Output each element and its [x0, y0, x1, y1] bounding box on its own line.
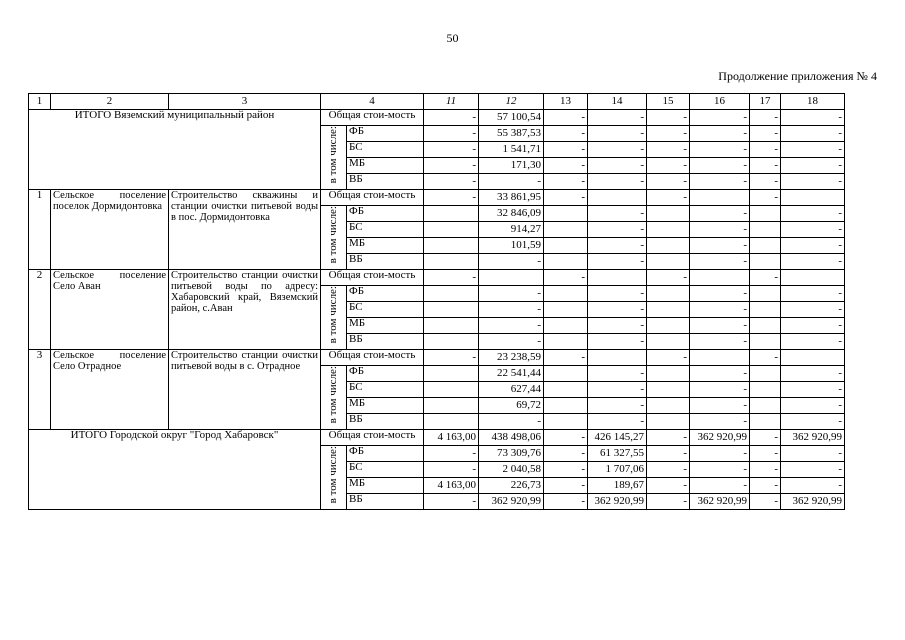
value-cell: - [544, 174, 588, 190]
value-cell [647, 286, 690, 302]
header-col-1: 1 [29, 94, 51, 110]
value-cell [750, 222, 781, 238]
total-cost-label: Общая стои-мость [321, 270, 424, 286]
value-cell [424, 222, 479, 238]
value-cell: - [647, 174, 690, 190]
value-cell [647, 318, 690, 334]
value-cell [544, 398, 588, 414]
value-cell: - [781, 382, 845, 398]
including-label: в том числе: [327, 366, 339, 424]
value-cell: - [588, 302, 647, 318]
value-cell: - [647, 158, 690, 174]
value-cell: - [544, 142, 588, 158]
value-cell [647, 398, 690, 414]
value-cell: - [588, 110, 647, 126]
value-cell [750, 302, 781, 318]
value-cell [647, 382, 690, 398]
value-cell: - [588, 366, 647, 382]
value-cell: 362 920,99 [690, 430, 750, 446]
value-cell [424, 206, 479, 222]
value-cell: - [690, 254, 750, 270]
value-cell: - [479, 174, 544, 190]
header-col-15: 15 [647, 94, 690, 110]
value-cell [647, 206, 690, 222]
value-cell: - [781, 478, 845, 494]
value-cell: - [690, 158, 750, 174]
value-cell [424, 334, 479, 350]
value-cell: - [750, 270, 781, 286]
value-cell: - [781, 158, 845, 174]
value-cell [544, 254, 588, 270]
value-cell: - [750, 478, 781, 494]
value-cell: - [781, 254, 845, 270]
value-cell: - [588, 222, 647, 238]
table-row [29, 110, 845, 126]
funding-source-vb: ВБ [347, 334, 424, 350]
value-cell: - [479, 318, 544, 334]
value-cell: - [690, 382, 750, 398]
funding-source-bs: БС [347, 382, 424, 398]
funding-source-vb: ВБ [347, 174, 424, 190]
value-cell: - [750, 174, 781, 190]
value-cell: - [781, 286, 845, 302]
value-cell [544, 302, 588, 318]
funding-source-fb: ФБ [347, 446, 424, 462]
value-cell: - [647, 270, 690, 286]
value-cell: - [479, 414, 544, 430]
settlement-name: Сельское поселение Село Отрадное [51, 350, 169, 430]
group-title: ИТОГО Городской округ "Город Хабаровск" [29, 430, 321, 510]
value-cell: 171,30 [479, 158, 544, 174]
value-cell: - [781, 398, 845, 414]
value-cell [647, 366, 690, 382]
value-cell [647, 334, 690, 350]
value-cell [781, 350, 845, 366]
value-cell: - [544, 478, 588, 494]
value-cell [544, 382, 588, 398]
value-cell: - [690, 238, 750, 254]
total-cost-label: Общая стои-мость [321, 190, 424, 206]
including-label-cell [321, 126, 347, 190]
funding-source-mb: МБ [347, 398, 424, 414]
value-cell: 33 861,95 [479, 190, 544, 206]
project-description: Строительство станции очистки питьевой воды в с. Отрадное [169, 350, 321, 430]
value-cell: 362 920,99 [781, 494, 845, 510]
value-cell: - [544, 158, 588, 174]
value-cell: - [781, 206, 845, 222]
value-cell: - [424, 446, 479, 462]
header-col-4: 4 [321, 94, 424, 110]
value-cell: - [750, 190, 781, 206]
value-cell [588, 350, 647, 366]
value-cell [750, 334, 781, 350]
value-cell [690, 190, 750, 206]
value-cell: - [424, 142, 479, 158]
value-cell: - [750, 158, 781, 174]
value-cell: - [781, 414, 845, 430]
value-cell: - [544, 494, 588, 510]
value-cell: - [479, 334, 544, 350]
value-cell: - [750, 462, 781, 478]
value-cell [588, 270, 647, 286]
header-col-13: 13 [544, 94, 588, 110]
value-cell: - [750, 142, 781, 158]
value-cell: 226,73 [479, 478, 544, 494]
value-cell: - [781, 302, 845, 318]
value-cell: - [424, 158, 479, 174]
including-label: в том числе: [327, 126, 339, 184]
header-col-11: 11 [424, 94, 479, 110]
row-number: 1 [29, 190, 51, 270]
value-cell: - [647, 350, 690, 366]
funding-source-fb: ФБ [347, 126, 424, 142]
value-cell: - [781, 462, 845, 478]
value-cell: - [647, 446, 690, 462]
funding-source-mb: МБ [347, 238, 424, 254]
value-cell [544, 222, 588, 238]
value-cell: - [588, 382, 647, 398]
value-cell: - [690, 222, 750, 238]
value-cell: 73 309,76 [479, 446, 544, 462]
value-cell [690, 270, 750, 286]
value-cell: - [544, 126, 588, 142]
value-cell [479, 270, 544, 286]
value-cell: - [544, 446, 588, 462]
project-description: Строительство скважины и станции очистки питьевой воды в пос. Дормидонтовка [169, 190, 321, 270]
value-cell: - [781, 318, 845, 334]
value-cell [424, 286, 479, 302]
table-row [29, 350, 845, 366]
value-cell: - [781, 366, 845, 382]
value-cell [750, 366, 781, 382]
value-cell [424, 414, 479, 430]
value-cell [647, 254, 690, 270]
value-cell: 32 846,09 [479, 206, 544, 222]
value-cell: 57 100,54 [479, 110, 544, 126]
value-cell: - [588, 126, 647, 142]
value-cell [750, 206, 781, 222]
header-col-18: 18 [781, 94, 845, 110]
funding-source-vb: ВБ [347, 414, 424, 430]
value-cell: - [750, 446, 781, 462]
value-cell: 362 920,99 [479, 494, 544, 510]
funding-source-bs: БС [347, 222, 424, 238]
value-cell: 1 541,71 [479, 142, 544, 158]
value-cell [647, 238, 690, 254]
value-cell [544, 318, 588, 334]
funding-source-bs: БС [347, 462, 424, 478]
total-cost-label: Общая стои-мость [321, 430, 424, 446]
value-cell [750, 414, 781, 430]
value-cell: 2 040,58 [479, 462, 544, 478]
value-cell [588, 190, 647, 206]
group-title: ИТОГО Вяземский муниципальный район [29, 110, 321, 190]
value-cell: - [647, 494, 690, 510]
value-cell [424, 318, 479, 334]
value-cell [544, 334, 588, 350]
value-cell: - [750, 126, 781, 142]
value-cell: - [690, 286, 750, 302]
settlement-name: Сельское поселение Село Аван [51, 270, 169, 350]
value-cell: - [424, 174, 479, 190]
header-col-3: 3 [169, 94, 321, 110]
value-cell: 23 238,59 [479, 350, 544, 366]
value-cell [424, 398, 479, 414]
value-cell: - [588, 398, 647, 414]
including-label-cell [321, 206, 347, 270]
total-cost-label: Общая стои-мость [321, 110, 424, 126]
value-cell: - [690, 478, 750, 494]
value-cell: - [781, 174, 845, 190]
value-cell: - [647, 142, 690, 158]
value-cell: 189,67 [588, 478, 647, 494]
value-cell [647, 414, 690, 430]
value-cell [647, 302, 690, 318]
value-cell [781, 270, 845, 286]
funding-source-fb: ФБ [347, 206, 424, 222]
header-col-16: 16 [690, 94, 750, 110]
funding-source-bs: БС [347, 302, 424, 318]
value-cell: - [479, 254, 544, 270]
value-cell [424, 302, 479, 318]
value-cell: - [781, 222, 845, 238]
value-cell [424, 254, 479, 270]
value-cell: - [647, 430, 690, 446]
value-cell: - [544, 110, 588, 126]
value-cell: - [588, 142, 647, 158]
value-cell [544, 366, 588, 382]
value-cell: - [588, 318, 647, 334]
funding-source-fb: ФБ [347, 286, 424, 302]
value-cell: - [690, 206, 750, 222]
project-description: Строительство станции очистки питьевой воды по адресу: Хабаровский край, Вяземский район, с.Аван [169, 270, 321, 350]
funding-source-bs: БС [347, 142, 424, 158]
value-cell: - [424, 494, 479, 510]
value-cell: - [544, 350, 588, 366]
value-cell [424, 238, 479, 254]
continuation-caption: Продолжение приложения № 4 [718, 69, 877, 83]
value-cell: - [647, 478, 690, 494]
table-row [29, 430, 845, 446]
value-cell [750, 398, 781, 414]
settlement-name: Сельское поселение поселок Дормидонтовка [51, 190, 169, 270]
value-cell: 426 145,27 [588, 430, 647, 446]
header-col-14: 14 [588, 94, 647, 110]
value-cell: - [588, 334, 647, 350]
value-cell: - [750, 110, 781, 126]
value-cell: - [588, 238, 647, 254]
value-cell: - [750, 494, 781, 510]
row-number: 2 [29, 270, 51, 350]
value-cell: - [781, 238, 845, 254]
value-cell: - [690, 110, 750, 126]
value-cell: - [424, 190, 479, 206]
value-cell [544, 414, 588, 430]
value-cell: - [544, 462, 588, 478]
value-cell [750, 286, 781, 302]
header-col-12: 12 [479, 94, 544, 110]
value-cell: - [424, 270, 479, 286]
funding-source-vb: ВБ [347, 254, 424, 270]
value-cell: - [424, 126, 479, 142]
value-cell: - [544, 430, 588, 446]
value-cell: 61 327,55 [588, 446, 647, 462]
value-cell: - [750, 350, 781, 366]
value-cell [750, 318, 781, 334]
value-cell: - [588, 414, 647, 430]
value-cell: - [781, 446, 845, 462]
value-cell: - [690, 334, 750, 350]
value-cell [544, 286, 588, 302]
value-cell: 4 163,00 [424, 430, 479, 446]
funding-source-mb: МБ [347, 478, 424, 494]
value-cell: 69,72 [479, 398, 544, 414]
value-cell: 438 498,06 [479, 430, 544, 446]
value-cell: - [588, 206, 647, 222]
value-cell [544, 238, 588, 254]
including-label-cell [321, 446, 347, 510]
value-cell: 4 163,00 [424, 478, 479, 494]
value-cell: - [588, 254, 647, 270]
value-cell [544, 206, 588, 222]
value-cell: - [690, 398, 750, 414]
value-cell: - [690, 462, 750, 478]
value-cell: - [588, 158, 647, 174]
including-label: в том числе: [327, 446, 339, 504]
header-col-2: 2 [51, 94, 169, 110]
value-cell: - [479, 286, 544, 302]
value-cell: - [424, 110, 479, 126]
value-cell: - [690, 126, 750, 142]
value-cell: - [588, 286, 647, 302]
value-cell: 914,27 [479, 222, 544, 238]
value-cell [690, 350, 750, 366]
value-cell: - [544, 190, 588, 206]
value-cell: 22 541,44 [479, 366, 544, 382]
value-cell: - [690, 318, 750, 334]
value-cell [647, 222, 690, 238]
value-cell: - [781, 110, 845, 126]
value-cell: 627,44 [479, 382, 544, 398]
funding-source-mb: МБ [347, 318, 424, 334]
value-cell: - [690, 302, 750, 318]
value-cell: - [647, 126, 690, 142]
value-cell [750, 382, 781, 398]
including-label-cell [321, 286, 347, 350]
value-cell: - [424, 350, 479, 366]
value-cell [424, 366, 479, 382]
value-cell: - [781, 334, 845, 350]
value-cell: - [424, 462, 479, 478]
value-cell: 55 387,53 [479, 126, 544, 142]
funding-source-fb: ФБ [347, 366, 424, 382]
page-number: 50 [446, 31, 459, 45]
header-col-17: 17 [750, 94, 781, 110]
value-cell [750, 238, 781, 254]
value-cell: - [647, 110, 690, 126]
value-cell: 362 920,99 [588, 494, 647, 510]
value-cell: - [690, 366, 750, 382]
value-cell: - [647, 462, 690, 478]
value-cell [781, 190, 845, 206]
value-cell: - [690, 414, 750, 430]
table-row [29, 270, 845, 286]
table-row [29, 190, 845, 206]
value-cell: 101,59 [479, 238, 544, 254]
value-cell: - [781, 142, 845, 158]
value-cell: - [588, 174, 647, 190]
value-cell: - [690, 446, 750, 462]
value-cell: - [690, 174, 750, 190]
value-cell [424, 382, 479, 398]
value-cell: 1 707,06 [588, 462, 647, 478]
value-cell: - [750, 430, 781, 446]
funding-source-vb: ВБ [347, 494, 424, 510]
value-cell: - [647, 190, 690, 206]
funding-source-mb: МБ [347, 158, 424, 174]
value-cell: - [690, 142, 750, 158]
value-cell [750, 254, 781, 270]
including-label-cell [321, 366, 347, 430]
value-cell: 362 920,99 [781, 430, 845, 446]
total-cost-label: Общая стои-мость [321, 350, 424, 366]
budget-table [28, 93, 845, 510]
including-label: в том числе: [327, 206, 339, 264]
value-cell: - [781, 126, 845, 142]
value-cell: - [544, 270, 588, 286]
including-label: в том числе: [327, 286, 339, 344]
value-cell: - [479, 302, 544, 318]
header-row [29, 94, 845, 110]
table-body [29, 94, 845, 510]
row-number: 3 [29, 350, 51, 430]
value-cell: 362 920,99 [690, 494, 750, 510]
